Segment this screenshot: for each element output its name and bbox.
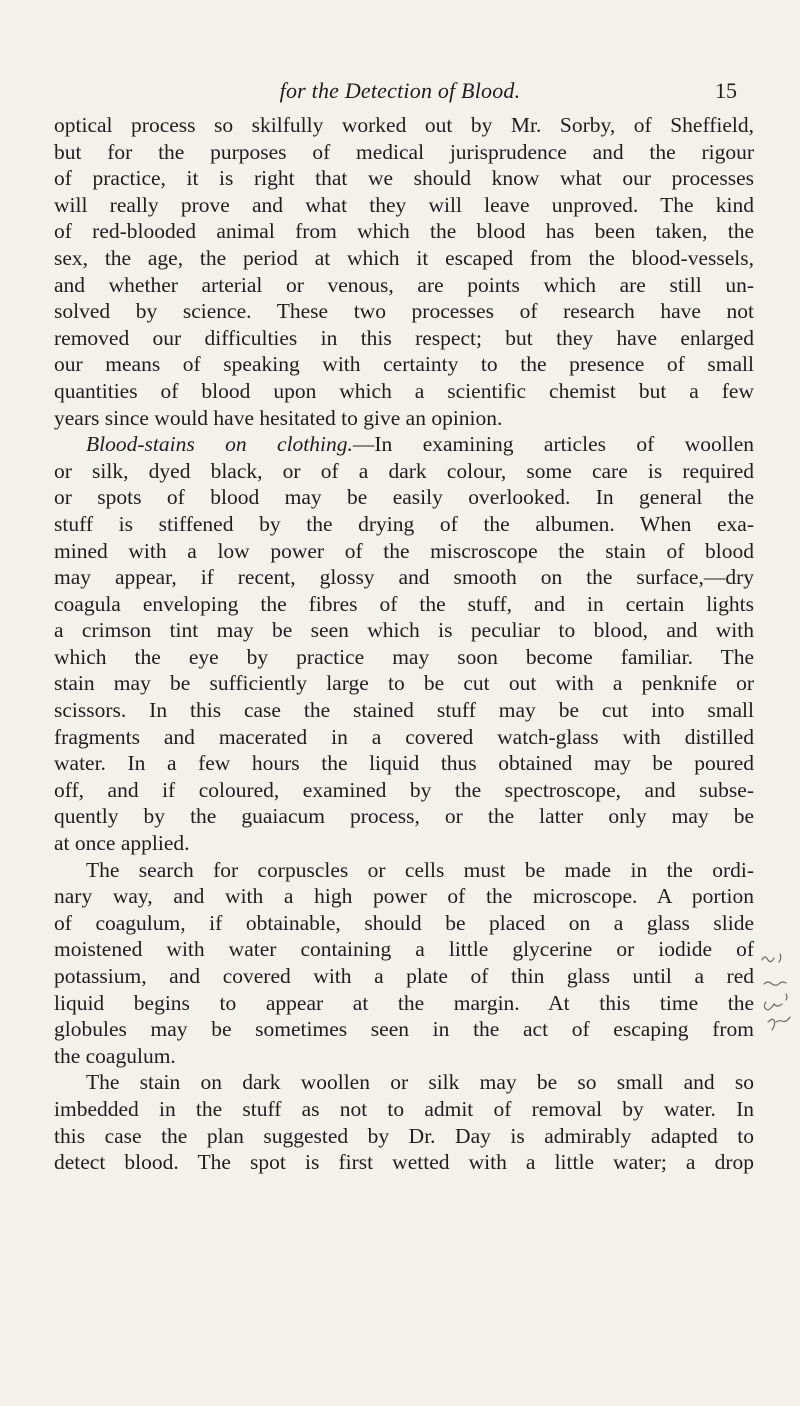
text-line: sex, the age, the period at which it escaped from the blood-vessels, <box>54 245 754 270</box>
section-heading-rest: —In examining articles of woollen <box>352 432 754 457</box>
running-title: for the Detection of Blood. <box>279 78 521 103</box>
text-line: coagula enveloping the fibres of the stuff, and in certain lights <box>54 591 754 616</box>
text-line: our means of speaking with certainty to the presence of small <box>54 352 754 377</box>
text-line: The search for corpuscles or cells must be made in the ordi- <box>86 857 754 882</box>
text-line: potassium, and covered with a plate of thin glass until a red <box>54 964 754 988</box>
text-line: at once applied. <box>54 831 190 856</box>
text-line: of red-blooded animal from which the blood has been taken, the <box>54 219 754 244</box>
text-line: removed our difficulties in this respect; but they have enlarged <box>54 325 754 350</box>
text-line: or silk, dyed black, or of a dark colour, some care is required <box>54 458 754 483</box>
text-line: stain may be sufficiently large to be cut out with a penknife or <box>54 671 754 696</box>
text-line: The stain on dark woollen or silk may be so small and so <box>86 1070 754 1095</box>
text-line: scissors. In this case the stained stuff may be cut into small <box>54 698 754 723</box>
text-line: will really prove and what they will leave unproved. The kind <box>54 192 754 217</box>
text-line: quently by the guaiacum process, or the latter only may be <box>54 804 754 829</box>
text-line: but for the purposes of medical jurisprudence and the rigour <box>54 139 754 164</box>
handwritten-pencil-marks-icon <box>756 924 796 1034</box>
text-line: stuff is stiffened by the drying of the albumen. When exa- <box>54 511 754 536</box>
text-line: the coagulum. <box>54 1043 176 1068</box>
text-line: or spots of blood may be easily overlooked. In general the <box>54 485 754 510</box>
section-heading: Blood-stains on clothing. <box>86 432 353 457</box>
text-line: moistened with water containing a little glycerine or iodide of <box>54 937 754 962</box>
running-head <box>0 78 800 112</box>
text-line: fragments and macerated in a covered watch-glass with distilled <box>54 724 754 749</box>
text-line: optical process so skilfully worked out by Mr. Sorby, of Sheffield, <box>54 113 754 137</box>
text-line: globules may be sometimes seen in the act of escaping from <box>54 1017 754 1042</box>
text-line: of coagulum, if obtainable, should be placed on a glass slide <box>54 910 754 935</box>
text-line: which the eye by practice may soon become familiar. The <box>54 644 754 669</box>
text-line: solved by science. These two processes of research have not <box>54 299 754 324</box>
text-line: quantities of blood upon which a scientific chemist but a few <box>54 378 754 403</box>
text-line: detect blood. The spot is first wetted with a little water; a drop <box>54 1150 754 1175</box>
text-line: years since would have hesitated to give an opinion. <box>54 405 503 430</box>
text-line: imbedded in the stuff as not to admit of removal by water. In <box>54 1096 754 1121</box>
text-line: water. In a few hours the liquid thus obtained may be poured <box>54 751 754 776</box>
text-line: may appear, if recent, glossy and smooth on the surface,—dry <box>54 565 754 590</box>
text-line: of practice, it is right that we should know what our processes <box>54 166 754 191</box>
text-line: this case the plan suggested by Dr. Day is admirably adapted to <box>54 1123 754 1148</box>
body-text <box>54 112 754 1176</box>
text-line: liquid begins to appear at the margin. At this time the <box>54 990 754 1015</box>
margin-annotation <box>756 924 796 1034</box>
text-line: a crimson tint may be seen which is peculiar to blood, and with <box>54 618 754 643</box>
section-heading-line <box>54 431 754 458</box>
page-number: 15 <box>715 78 737 103</box>
text-line: nary way, and with a high power of the microscope. A portion <box>54 884 754 909</box>
text-line: and whether arterial or venous, are points which are still un- <box>54 272 754 297</box>
text-line: mined with a low power of the miscroscope the stain of blood <box>54 538 754 563</box>
text-line: off, and if coloured, examined by the spectroscope, and subse- <box>54 777 754 802</box>
